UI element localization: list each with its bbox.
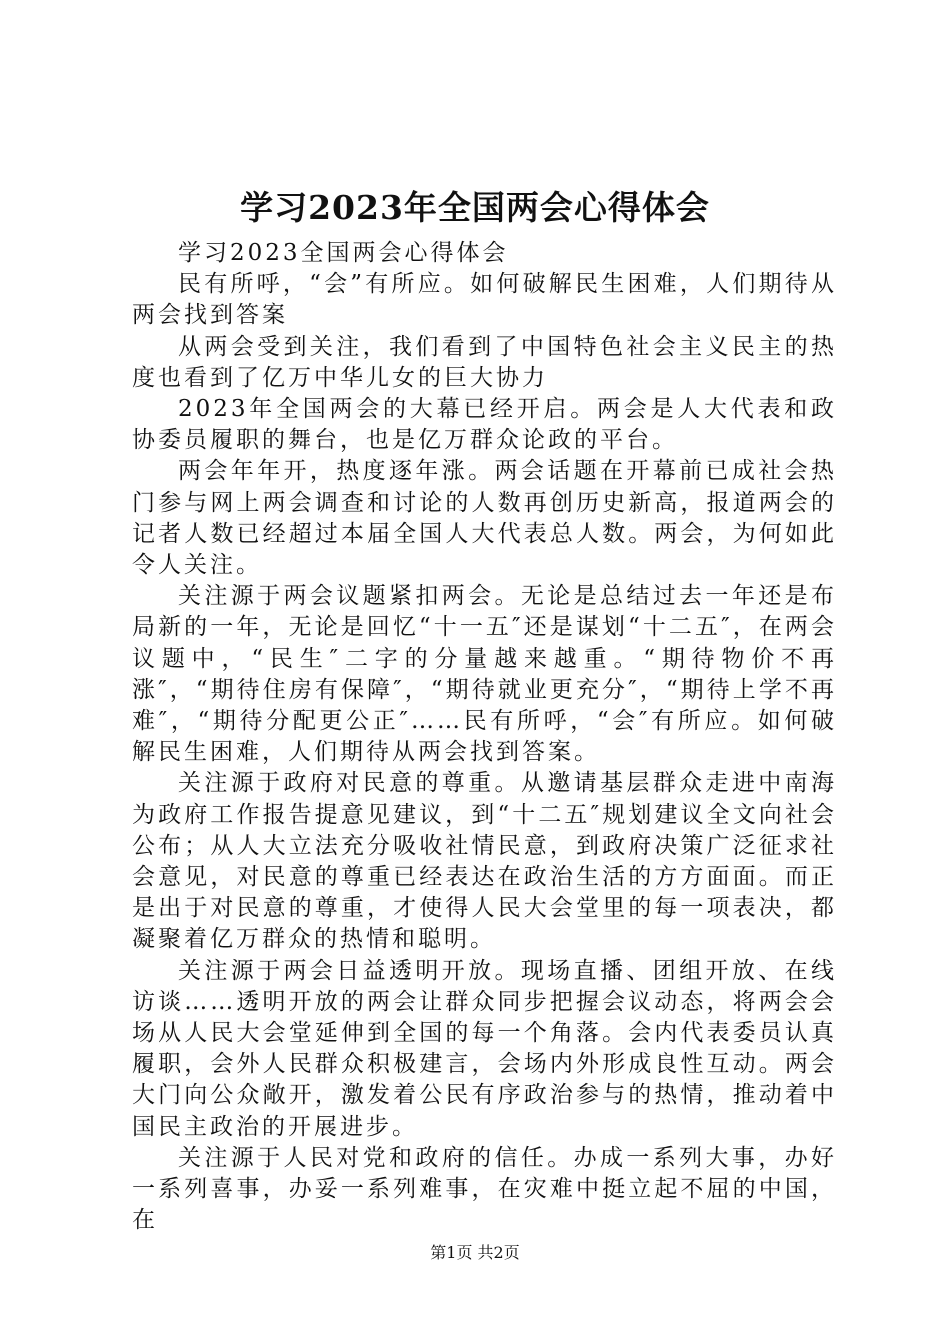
- document-title: 学习2023年全国两会心得体会: [240, 188, 710, 227]
- document-body: [132, 238, 837, 1237]
- paragraph: 民有所呼，“会”有所应。如何破解民生困难，人们期待从两会找到答案: [132, 271, 837, 329]
- paragraph: 学习2023全国两会心得体会: [178, 240, 509, 266]
- page-number-footer: 第1页 共2页: [430, 1243, 520, 1262]
- paragraph: 2023年全国两会的大幕已经开启。两会是人大代表和政协委员履职的舞台，也是亿万群众论政的平台。: [132, 396, 837, 454]
- paragraph: 关注源于两会日益透明开放。现场直播、团组开放、在线访谈……透明开放的两会让群众同步把握会议动态，将两会会场从人民大会堂延伸到全国的每一个角落。会内代表委员认真履职，会外人民群众积极建言，会场内外形成良性互动。两会大门向公众敞开，激发着公民有序政治参与的热情，推动着中国民主政治的开展进步。: [132, 957, 837, 1140]
- paragraph: 关注源于两会议题紧扣两会。无论是总结过去一年还是布局新的一年，无论是回忆“十一五″还是谋划“十二五″，在两会议题中，“民生″二字的分量越来越重。“期待物价不再涨″，“期待住房有保障″，“期待就业更充分″，“期待上学不再难″，“期待分配更公正″……民有所呼，“会″有所应。如何破解民生困难，人们期待从两会找到答案。: [132, 583, 837, 766]
- paragraph: 关注源于政府对民意的尊重。从邀请基层群众走进中南海为政府工作报告提意见建议，到“十二五″规划建议全文向社会公布；从人大立法充分吸收社情民意，到政府决策广泛征求社会意见，对民意的尊重已经表达在政治生活的方方面面。而正是出于对民意的尊重，才使得人民大会堂里的每一项表决，都凝聚着亿万群众的热情和聪明。: [132, 770, 837, 953]
- paragraph: 关注源于人民对党和政府的信任。办成一系列大事，办好一系列喜事，办妥一系列难事，在灾难中挺立起不屈的中国，在: [132, 1144, 837, 1234]
- paragraph: 两会年年开，热度逐年涨。两会话题在开幕前已成社会热门参与网上两会调查和讨论的人数再创历史新高，报道两会的记者人数已经超过本届全国人大代表总人数。两会，为何如此令人关注。: [132, 458, 837, 579]
- paragraph: 从两会受到关注，我们看到了中国特色社会主义民主的热度也看到了亿万中华儿女的巨大协力: [132, 333, 837, 391]
